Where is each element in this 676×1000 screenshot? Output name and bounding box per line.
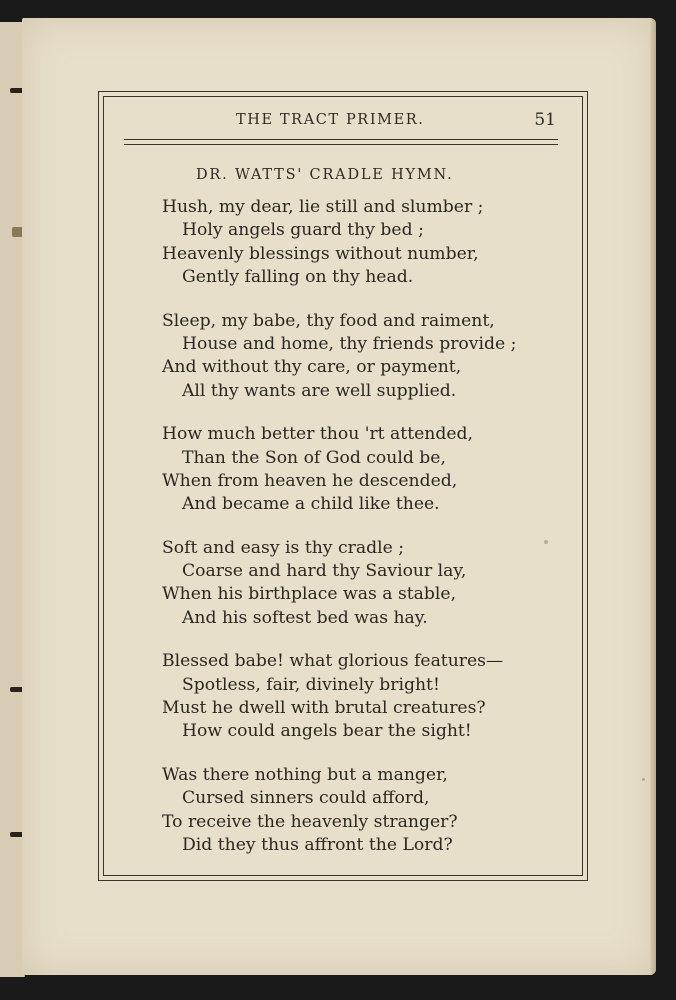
running-head: [104, 110, 582, 134]
page-edge: [650, 18, 656, 975]
verse-line: Heavenly blessings without number,: [162, 243, 479, 264]
verse-line: Sleep, my babe, thy food and raiment,: [162, 310, 495, 331]
verse-line: Must he dwell with brutal creatures?: [162, 698, 486, 719]
header-rule: [124, 139, 558, 145]
verse-line: Coarse and hard thy Saviour lay,: [182, 561, 467, 582]
verse-line: To receive the heavenly stranger?: [162, 811, 458, 832]
stanza: [162, 310, 582, 404]
verse-line: Cursed sinners could afford,: [182, 788, 430, 809]
verse-line: Holy angels guard thy bed ;: [182, 220, 424, 241]
verse-line: Blessed babe! what glorious features—: [162, 651, 504, 672]
verse-line: And his softest bed was hay.: [182, 607, 428, 628]
stanza: [162, 537, 582, 631]
verse-line: Did they thus affront the Lord?: [182, 834, 453, 855]
stanza: [162, 423, 582, 517]
poem-title: DR. WATTS' CRADLE HYMN.: [196, 167, 454, 183]
verse-line: Than the Son of God could be,: [182, 447, 446, 468]
verse-line: And became a child like thee.: [182, 494, 440, 515]
verse-line: How much better thou 'rt attended,: [162, 424, 473, 445]
paper-speck: [642, 778, 645, 781]
verse-line: Hush, my dear, lie still and slumber ;: [162, 197, 484, 217]
verse-line: House and home, thy friends provide ;: [182, 333, 517, 354]
page-border: [98, 91, 588, 881]
verse-line: All thy wants are well supplied.: [182, 380, 457, 401]
page-number: 51: [534, 110, 556, 130]
book-page: [22, 18, 656, 975]
verse-line: Gently falling on thy head.: [182, 267, 414, 288]
stanza: [162, 650, 582, 744]
poem-body: [162, 196, 582, 877]
verse-line: How could angels bear the sight!: [182, 721, 472, 742]
running-title: THE TRACT PRIMER.: [236, 112, 425, 128]
page-border-inner: [103, 96, 583, 876]
verse-line: Soft and easy is thy cradle ;: [162, 537, 404, 558]
verse-line: And without thy care, or payment,: [162, 357, 462, 378]
verse-line: When his birthplace was a stable,: [162, 584, 457, 605]
stanza: [162, 196, 582, 290]
verse-line: When from heaven he descended,: [162, 470, 458, 491]
stanza: [162, 764, 582, 858]
verse-line: Spotless, fair, divinely bright!: [182, 674, 440, 695]
verse-line: Was there nothing but a manger,: [162, 764, 448, 785]
